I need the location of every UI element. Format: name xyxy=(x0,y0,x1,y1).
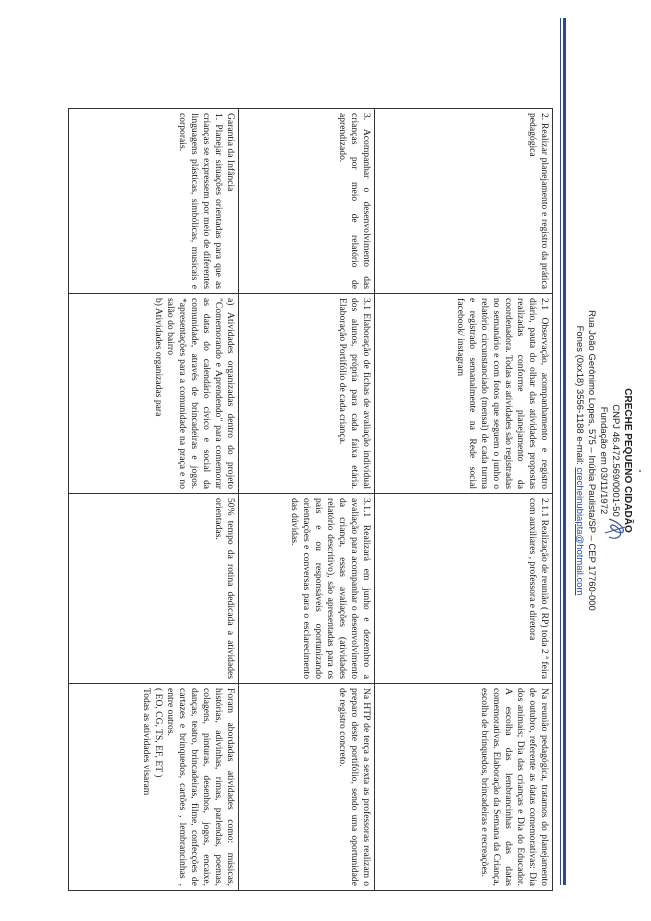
goal-cell: 2. Realizar planejamento e registro da prática pedagógica xyxy=(375,109,553,294)
header-divider-thin xyxy=(560,18,561,885)
action-cell: 2.1 Observação, acompanhamento e registro diário, pauta do olhar das atividades propostas realizadas conforme planejamento da coordenadora. Todas as atividades são registradas no semanário e com fotos que seguem o junho o relatório circunstanciado (mensal) de cada turma e registrado semanalmente na Rede social facebook/ instagram xyxy=(375,294,553,494)
action-cell xyxy=(69,294,239,494)
goal-text: 1. Planejar situações orientadas para que as crianças se expressem por meio de diferentes linguagens plásticas, simbólicas, musicais e corporais. xyxy=(177,113,224,289)
action-cell: 3.1 Elaboração de fichas de avaliação individual dos alunos, própria para cada faixa etária. Elaboração Portifólio de cada criança. xyxy=(239,294,375,494)
action-item-b: b) Atividades organizadas para xyxy=(153,298,164,417)
result-cell: Na HTP de terça a sexta as professoras realizam o preparo deste portifólio, sendo uma oportunidade de registro concreto. xyxy=(239,684,375,891)
table-row xyxy=(375,109,553,891)
header-divider xyxy=(563,18,566,885)
goal-cell: 3. Acompanhar o desenvolvimento das crianças por meio de relatório de aprendizado. xyxy=(239,109,375,294)
handwritten-initials-icon xyxy=(603,515,629,545)
contact-line xyxy=(573,0,585,921)
founding-date: Fundação em 03/11/1972 xyxy=(598,406,609,515)
section-title: Garantia da Infância xyxy=(225,113,236,192)
result-continuation: Todas as atividades visaram xyxy=(141,688,152,796)
table-row xyxy=(69,109,239,891)
result-cell: Na reunião pedagógica, tratamos do planejamento de outubro, referente as datas comemorativas: Dia dos animais; Dia das crianças e Dia do Educador. A escolha das lembrancinhas das datas comemorativas. Elaboração da Semana da Criança, escolha de brinquedos, brincadeiras e recreações. xyxy=(375,684,553,891)
indicator-cell: 50% tempo da rotina dedicada a atividades orientadas. xyxy=(69,494,239,684)
email-link[interactable]: crecheinubiapta@hotmail.com xyxy=(574,467,585,596)
institution-name: CRECHE PEQUENO CIDADÃO xyxy=(622,388,633,533)
phone: Fones (0xx18) 3556-1188 e-mail: xyxy=(574,325,585,465)
letterhead xyxy=(573,0,633,921)
cnpj: CNPJ 46.472.569/0001-50 xyxy=(610,404,621,517)
result-codes: ( EO, CG, TS, EF, ET ) xyxy=(153,688,164,778)
result-text: Foram abordadas atividades como: músicas, histórias, adivinhas, rimas, parlendas, poemas, colagens, pinturas, desenhos, jogos, encaixe, danças, teatro, brincadeiras, filme, confecções de cartazes e brinquedos, cartões , lembrancinhas , entre outros. xyxy=(165,688,236,886)
result-cell xyxy=(69,684,239,891)
pedagogical-plan-table xyxy=(68,108,553,891)
scan-speck xyxy=(639,470,641,472)
indicator-cell: 3.1.1 Realizará em junho e dezembro a avaliação para acompanhar o desenvolvimento da criança, essas avaliações (atividades relatório descritivo), são apresentadas para os pais e ou responsáveis oportunizando orientações e conversas para o esclarecimento das dúvidas. xyxy=(239,494,375,684)
goal-cell xyxy=(69,109,239,294)
indicator-cell: 2.1.1 Realização de reunião ( RP) toda 2 ª feira com auxiliares , professora e diretora xyxy=(375,494,553,684)
table-row xyxy=(239,109,375,891)
address: Rua João Gerônimo Lopes, 575 – Inúbia Paulista/SP – CEP 17760-000 xyxy=(586,310,597,611)
action-item-a: a) Atividades organizadas dentro do projeto "Comemorando e Aprendendo" para comemorar as datas do calendário cívico e social da comunidade, através de brincadeiras e jogos. *apresentações para a comunidade na praça e no salão do bairro xyxy=(165,298,236,489)
